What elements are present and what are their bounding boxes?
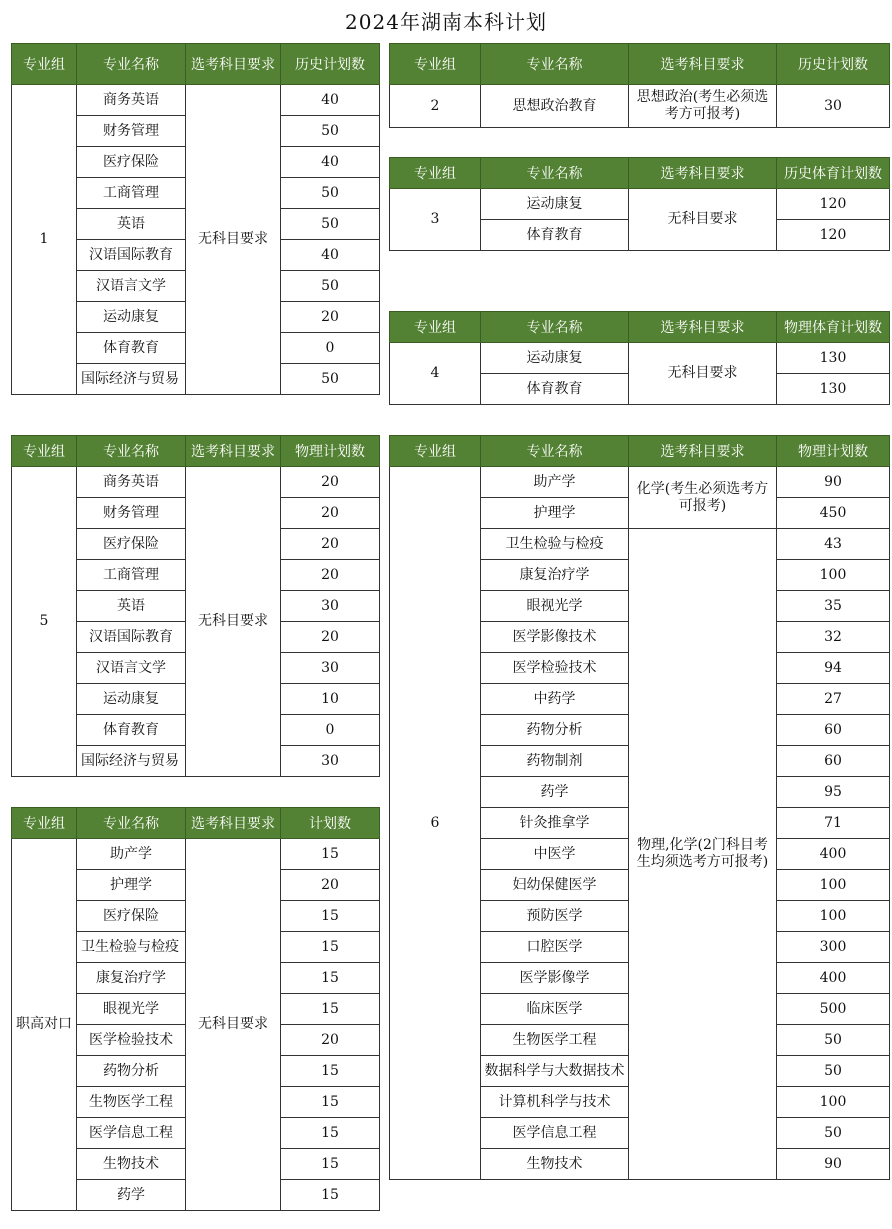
major-name: 康复治疗学 bbox=[481, 560, 629, 591]
major-name: 康复治疗学 bbox=[77, 963, 186, 994]
header-group: 专业组 bbox=[12, 44, 77, 85]
plan-count: 50 bbox=[281, 178, 380, 209]
plan-count: 32 bbox=[777, 622, 890, 653]
header-major: 专业名称 bbox=[77, 44, 186, 85]
major-name: 医疗保险 bbox=[77, 901, 186, 932]
header-count: 计划数 bbox=[281, 808, 380, 839]
group-4-table bbox=[389, 311, 890, 405]
plan-count: 100 bbox=[777, 560, 890, 591]
major-name: 药物分析 bbox=[77, 1056, 186, 1087]
plan-count: 94 bbox=[777, 653, 890, 684]
group-6-table bbox=[389, 435, 890, 1180]
plan-count: 15 bbox=[281, 1118, 380, 1149]
major-name: 体育教育 bbox=[481, 220, 629, 251]
major-name: 口腔医学 bbox=[481, 932, 629, 963]
major-name: 商务英语 bbox=[77, 85, 186, 116]
group-1-table bbox=[11, 43, 380, 395]
major-name: 药学 bbox=[77, 1180, 186, 1211]
plan-count: 35 bbox=[777, 591, 890, 622]
plan-count: 15 bbox=[281, 1056, 380, 1087]
group-5-table bbox=[11, 435, 380, 777]
header-major: 专业名称 bbox=[481, 158, 629, 189]
header-count: 历史计划数 bbox=[777, 44, 890, 85]
header-group: 专业组 bbox=[390, 436, 481, 467]
plan-count: 20 bbox=[281, 498, 380, 529]
plan-count: 15 bbox=[281, 1149, 380, 1180]
major-name: 工商管理 bbox=[77, 560, 186, 591]
plan-count: 300 bbox=[777, 932, 890, 963]
major-name: 临床医学 bbox=[481, 994, 629, 1025]
plan-count: 30 bbox=[777, 85, 890, 128]
major-name: 汉语国际教育 bbox=[77, 622, 186, 653]
major-name: 助产学 bbox=[481, 467, 629, 498]
major-name: 工商管理 bbox=[77, 178, 186, 209]
group-label: 4 bbox=[390, 343, 481, 405]
major-name: 助产学 bbox=[77, 839, 186, 870]
major-name: 药学 bbox=[481, 777, 629, 808]
plan-count: 43 bbox=[777, 529, 890, 560]
header-count: 历史计划数 bbox=[281, 44, 380, 85]
major-name: 中医学 bbox=[481, 839, 629, 870]
plan-count: 130 bbox=[777, 343, 890, 374]
major-name: 眼视光学 bbox=[481, 591, 629, 622]
table-row bbox=[12, 85, 380, 116]
plan-count: 20 bbox=[281, 560, 380, 591]
header-major: 专业名称 bbox=[481, 44, 629, 85]
major-name: 汉语国际教育 bbox=[77, 240, 186, 271]
plan-count: 50 bbox=[281, 364, 380, 395]
major-name: 医学检验技术 bbox=[77, 1025, 186, 1056]
table-row bbox=[390, 189, 890, 220]
header-major: 专业名称 bbox=[481, 312, 629, 343]
major-name: 体育教育 bbox=[77, 715, 186, 746]
plan-count: 120 bbox=[777, 189, 890, 220]
plan-count: 60 bbox=[777, 715, 890, 746]
group-label: 2 bbox=[390, 85, 481, 128]
major-name: 英语 bbox=[77, 591, 186, 622]
group-label: 1 bbox=[12, 85, 77, 395]
major-name: 体育教育 bbox=[481, 374, 629, 405]
table-row bbox=[12, 467, 380, 498]
plan-count: 50 bbox=[777, 1025, 890, 1056]
major-name: 运动康复 bbox=[77, 684, 186, 715]
major-name: 护理学 bbox=[77, 870, 186, 901]
major-name: 生物医学工程 bbox=[77, 1087, 186, 1118]
subject-requirement: 物理,化学(2门科目考生均须选考方可报考) bbox=[629, 529, 777, 1180]
plan-count: 20 bbox=[281, 302, 380, 333]
major-name: 思想政治教育 bbox=[481, 85, 629, 128]
header-subject: 选考科目要求 bbox=[629, 312, 777, 343]
major-name: 眼视光学 bbox=[77, 994, 186, 1025]
header-group: 专业组 bbox=[390, 44, 481, 85]
major-name: 妇幼保健医学 bbox=[481, 870, 629, 901]
group-2-table bbox=[389, 43, 890, 128]
plan-count: 15 bbox=[281, 1180, 380, 1211]
major-name: 护理学 bbox=[481, 498, 629, 529]
plan-count: 20 bbox=[281, 529, 380, 560]
plan-count: 100 bbox=[777, 1087, 890, 1118]
major-name: 医疗保险 bbox=[77, 147, 186, 178]
major-name: 生物技术 bbox=[481, 1149, 629, 1180]
plan-count: 30 bbox=[281, 653, 380, 684]
header-subject: 选考科目要求 bbox=[629, 436, 777, 467]
header-major: 专业名称 bbox=[77, 808, 186, 839]
plan-count: 20 bbox=[281, 622, 380, 653]
plan-count: 15 bbox=[281, 994, 380, 1025]
subject-requirement: 无科目要求 bbox=[629, 189, 777, 251]
major-name: 生物技术 bbox=[77, 1149, 186, 1180]
plan-count: 50 bbox=[281, 116, 380, 147]
header-subject: 选考科目要求 bbox=[629, 158, 777, 189]
group-label: 5 bbox=[12, 467, 77, 777]
plan-count: 15 bbox=[281, 1087, 380, 1118]
subject-requirement: 思想政治(考生必须选考方可报考) bbox=[629, 85, 777, 128]
plan-count: 0 bbox=[281, 715, 380, 746]
plan-count: 50 bbox=[281, 271, 380, 302]
plan-count: 27 bbox=[777, 684, 890, 715]
table-row bbox=[390, 467, 890, 498]
plan-count: 90 bbox=[777, 467, 890, 498]
major-name: 医学信息工程 bbox=[481, 1118, 629, 1149]
plan-count: 15 bbox=[281, 901, 380, 932]
header-subject: 选考科目要求 bbox=[186, 808, 281, 839]
header-group: 专业组 bbox=[390, 158, 481, 189]
plan-count: 40 bbox=[281, 85, 380, 116]
vocational-table bbox=[11, 807, 380, 1211]
plan-count: 30 bbox=[281, 591, 380, 622]
plan-count: 40 bbox=[281, 240, 380, 271]
major-name: 运动康复 bbox=[481, 189, 629, 220]
plan-count: 40 bbox=[281, 147, 380, 178]
subject-requirement: 无科目要求 bbox=[629, 343, 777, 405]
major-name: 药物分析 bbox=[481, 715, 629, 746]
major-name: 计算机科学与技术 bbox=[481, 1087, 629, 1118]
plan-count: 90 bbox=[777, 1149, 890, 1180]
plan-count: 30 bbox=[281, 746, 380, 777]
header-count: 物理计划数 bbox=[281, 436, 380, 467]
subject-requirement: 化学(考生必须选考方可报考) bbox=[629, 467, 777, 529]
major-name: 数据科学与大数据技术 bbox=[481, 1056, 629, 1087]
header-count: 历史体育计划数 bbox=[777, 158, 890, 189]
plan-count: 400 bbox=[777, 839, 890, 870]
major-name: 医学影像学 bbox=[481, 963, 629, 994]
header-group: 专业组 bbox=[12, 808, 77, 839]
group-3-table bbox=[389, 157, 890, 251]
plan-count: 130 bbox=[777, 374, 890, 405]
major-name: 卫生检验与检疫 bbox=[481, 529, 629, 560]
major-name: 财务管理 bbox=[77, 498, 186, 529]
subject-requirement: 无科目要求 bbox=[186, 467, 281, 777]
header-subject: 选考科目要求 bbox=[629, 44, 777, 85]
plan-count: 20 bbox=[281, 1025, 380, 1056]
major-name: 体育教育 bbox=[77, 333, 186, 364]
major-name: 医学信息工程 bbox=[77, 1118, 186, 1149]
group-label: 3 bbox=[390, 189, 481, 251]
major-name: 药物制剂 bbox=[481, 746, 629, 777]
major-name: 预防医学 bbox=[481, 901, 629, 932]
major-name: 卫生检验与检疫 bbox=[77, 932, 186, 963]
major-name: 医学检验技术 bbox=[481, 653, 629, 684]
header-group: 专业组 bbox=[390, 312, 481, 343]
subject-requirement: 无科目要求 bbox=[186, 839, 281, 1211]
major-name: 针灸推拿学 bbox=[481, 808, 629, 839]
page-title: 2024年湖南本科计划 bbox=[345, 10, 547, 34]
plan-count: 15 bbox=[281, 932, 380, 963]
major-name: 英语 bbox=[77, 209, 186, 240]
header-count: 物理体育计划数 bbox=[777, 312, 890, 343]
plan-count: 95 bbox=[777, 777, 890, 808]
major-name: 中药学 bbox=[481, 684, 629, 715]
header-group: 专业组 bbox=[12, 436, 77, 467]
major-name: 运动康复 bbox=[481, 343, 629, 374]
header-major: 专业名称 bbox=[77, 436, 186, 467]
plan-count: 20 bbox=[281, 467, 380, 498]
major-name: 国际经济与贸易 bbox=[77, 364, 186, 395]
plan-count: 50 bbox=[777, 1118, 890, 1149]
major-name: 汉语言文学 bbox=[77, 653, 186, 684]
plan-count: 100 bbox=[777, 901, 890, 932]
plan-count: 120 bbox=[777, 220, 890, 251]
plan-count: 50 bbox=[777, 1056, 890, 1087]
plan-count: 50 bbox=[281, 209, 380, 240]
plan-count: 60 bbox=[777, 746, 890, 777]
major-name: 运动康复 bbox=[77, 302, 186, 333]
table-row bbox=[12, 839, 380, 870]
plan-count: 71 bbox=[777, 808, 890, 839]
subject-requirement: 无科目要求 bbox=[186, 85, 281, 395]
plan-count: 15 bbox=[281, 839, 380, 870]
plan-count: 20 bbox=[281, 870, 380, 901]
major-name: 商务英语 bbox=[77, 467, 186, 498]
major-name: 生物医学工程 bbox=[481, 1025, 629, 1056]
header-major: 专业名称 bbox=[481, 436, 629, 467]
plan-count: 100 bbox=[777, 870, 890, 901]
major-name: 财务管理 bbox=[77, 116, 186, 147]
plan-count: 15 bbox=[281, 963, 380, 994]
header-subject: 选考科目要求 bbox=[186, 44, 281, 85]
plan-count: 400 bbox=[777, 963, 890, 994]
plan-count: 500 bbox=[777, 994, 890, 1025]
group-label: 6 bbox=[390, 467, 481, 1180]
plan-count: 10 bbox=[281, 684, 380, 715]
plan-count: 0 bbox=[281, 333, 380, 364]
table-row bbox=[390, 343, 890, 374]
header-subject: 选考科目要求 bbox=[186, 436, 281, 467]
plan-count: 450 bbox=[777, 498, 890, 529]
major-name: 医疗保险 bbox=[77, 529, 186, 560]
major-name: 医学影像技术 bbox=[481, 622, 629, 653]
header-count: 物理计划数 bbox=[777, 436, 890, 467]
major-name: 国际经济与贸易 bbox=[77, 746, 186, 777]
group-label: 职高对口 bbox=[12, 839, 77, 1211]
major-name: 汉语言文学 bbox=[77, 271, 186, 302]
